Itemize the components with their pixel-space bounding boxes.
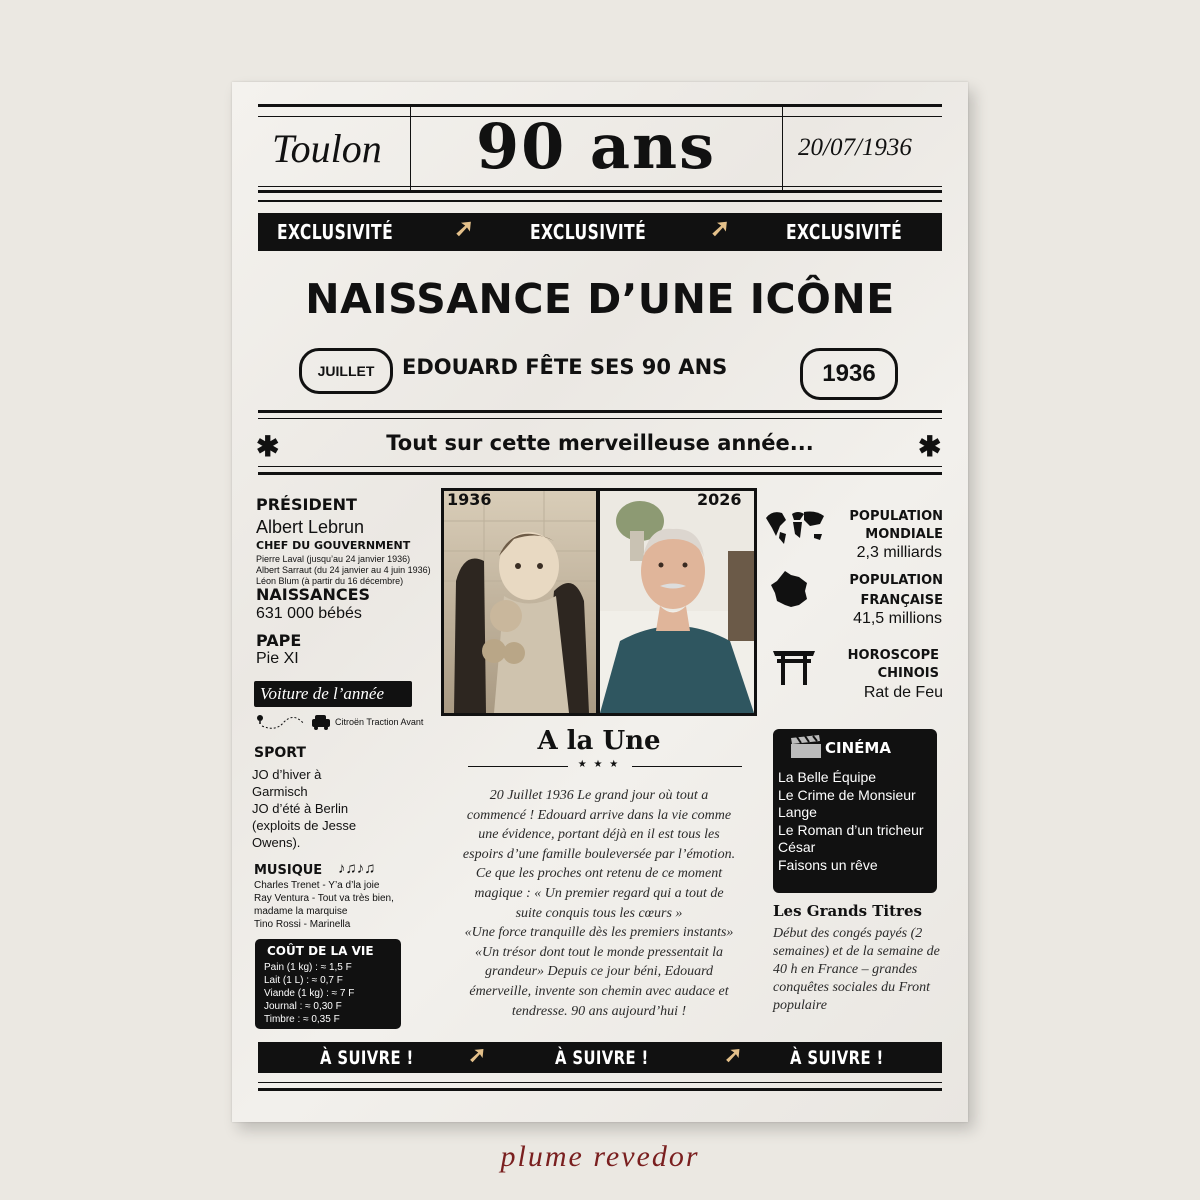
- world-population-value: 2,3 milliards: [856, 544, 942, 561]
- header-divider-right: [782, 104, 783, 193]
- music-line: Ray Ventura - Tout va très bien,: [254, 893, 394, 904]
- car-of-year-badge: [254, 681, 412, 707]
- music-notes-icon: ♪♫♪♫: [338, 860, 376, 877]
- arrow-up-right-icon: ➚: [454, 215, 475, 242]
- grand-titles-line: 40 h en France – grandes: [773, 962, 918, 977]
- article-line: magique : « Un premier regard qui a tout de: [474, 885, 724, 901]
- exclusive-label-3: EXCLUSIVITÉ: [786, 220, 903, 244]
- asterisk-icon: ✱: [256, 431, 280, 462]
- sport-label: SPORT: [254, 745, 306, 761]
- footer-rule-1: [258, 1082, 942, 1083]
- france-population-label-line: POPULATION: [849, 573, 943, 588]
- footer-label-1: À SUIVRE !: [320, 1046, 414, 1069]
- cinema-item: Faisons un rêve: [778, 856, 878, 873]
- cinema-item: Le Roman d’un tricheur: [778, 821, 924, 838]
- photo-year-left: 1936: [447, 490, 492, 509]
- cost-line: Journal : ≈ 0,30 F: [264, 1001, 342, 1012]
- pre-band-rule: [258, 200, 942, 202]
- music-label: MUSIQUE: [254, 863, 323, 878]
- sport-line: Garmisch: [252, 784, 308, 799]
- sport-list: [252, 766, 356, 851]
- cinema-item: César: [778, 839, 816, 855]
- header-date: 20/07/1936: [798, 134, 912, 161]
- section-banner: Tout sur cette merveilleuse année...: [386, 431, 814, 455]
- article-line: une évidence, portant déjà en il est tous les: [478, 827, 720, 843]
- header-city: Toulon: [272, 126, 382, 171]
- article-line: commencé ! Edouard arrive dans la vie comme: [466, 807, 732, 823]
- cinema-item: La Belle Équipe: [778, 769, 877, 785]
- horoscope-value: Rat de Feu: [863, 684, 943, 701]
- section-rule-3: [258, 466, 942, 467]
- cinema-label: CINÉMA: [825, 739, 891, 757]
- cost-line: Timbre : ≈ 0,35 F: [264, 1014, 340, 1025]
- pope-label: PAPE: [256, 631, 302, 650]
- music-line: Charles Trenet - Y’a d’la joie: [254, 880, 380, 891]
- government-line: Pierre Laval (jusqu’au 24 janvier 1936): [256, 554, 411, 564]
- car-of-year-value: Citroën Traction Avant: [335, 717, 424, 727]
- world-population-label: [832, 508, 943, 544]
- grand-titles-line: populaire: [773, 998, 827, 1013]
- cost-line: Pain (1 kg) : ≈ 1,5 F: [264, 962, 352, 973]
- horoscope-label-line: CHINOIS: [877, 666, 939, 681]
- music-line: madame la marquise: [254, 906, 348, 917]
- horoscope-label-line: HOROSCOPE: [847, 648, 939, 663]
- government-label: CHEF DU GOUVERNMENT: [256, 539, 411, 552]
- grand-titles-line: semaines) et de la semaine de: [773, 944, 940, 959]
- clapperboard-icon: [789, 735, 823, 759]
- president-value: Albert Lebrun: [256, 517, 365, 537]
- header-top-rule: [258, 104, 942, 107]
- car-of-year-label: Voiture de l’année: [260, 684, 384, 703]
- senior-photo-2026: [600, 491, 754, 713]
- government-line: Albert Sarraut (du 24 janvier au 4 juin 1936): [256, 565, 431, 575]
- world-population-label-line: POPULATION: [849, 509, 943, 524]
- government-line: Léon Blum (à partir du 16 décembre): [256, 576, 404, 586]
- world-map-icon: [764, 508, 826, 546]
- photo-year-right: 2026: [697, 490, 742, 509]
- article-body: [441, 786, 757, 1021]
- brand-signature: plume revedor: [500, 1140, 700, 1173]
- cost-of-living-box: [255, 939, 401, 1029]
- footer-label-2: À SUIVRE !: [555, 1046, 649, 1069]
- births-label: NAISSANCES: [256, 585, 371, 604]
- section-rule-2: [258, 418, 942, 419]
- sport-line: JO d’été à Berlin: [252, 801, 349, 816]
- header-bottom-thin-rule: [258, 186, 942, 187]
- france-population-label: [832, 571, 943, 611]
- section-rule-1: [258, 410, 942, 413]
- article-line: grandeur» Depuis ce jour béni, Edouard: [484, 964, 714, 980]
- grand-titles-label: Les Grands Titres: [773, 902, 922, 920]
- france-population-value: 41,5 millions: [853, 610, 942, 627]
- world-population-label-line: MONDIALE: [865, 527, 943, 542]
- exclusive-label-1: EXCLUSIVITÉ: [277, 220, 394, 244]
- sport-line: Owens).: [252, 835, 301, 850]
- photo-frame: [441, 488, 757, 716]
- newspaper-poster: [232, 82, 968, 1122]
- article-line: 20 Juillet 1936 Le grand jour où tout a: [489, 788, 709, 803]
- arrow-up-right-icon: ➚: [710, 215, 731, 242]
- grand-titles-line: Début des congés payés (2: [773, 926, 923, 941]
- exclusive-label-2: EXCLUSIVITÉ: [530, 220, 647, 244]
- president-label: PRÉSIDENT: [256, 495, 357, 514]
- footer-rule-2: [258, 1088, 942, 1091]
- grand-titles-line: conquêtes sociales du Front: [773, 980, 930, 995]
- france-map-icon: [769, 569, 811, 609]
- month-pill: JUILLET: [299, 348, 393, 394]
- cost-label: COÛT DE LA VIE: [267, 944, 374, 958]
- sport-line: JO d’hiver à: [252, 767, 322, 782]
- article-line: espoirs d’une famille bouleversée par l’émotion.: [462, 846, 736, 862]
- cinema-item: Lange: [778, 804, 817, 820]
- arrow-up-right-icon: ➚: [724, 1042, 743, 1067]
- france-population-label-line: FRANÇAISE: [860, 593, 943, 608]
- cinema-box: [773, 729, 937, 893]
- exclusive-band: [258, 213, 942, 251]
- header-bottom-rule: [258, 190, 942, 193]
- music-list: [254, 879, 394, 931]
- cost-list: [264, 961, 354, 1026]
- section-rule-4: [258, 472, 942, 475]
- article-stars: ★ ★ ★: [577, 759, 621, 770]
- article-line: «Un trésor dont tout le monde pressentait la: [475, 944, 723, 960]
- horoscope-label: [832, 647, 939, 683]
- subheadline-text: EDOUARD FÊTE SES 90 ANS: [402, 355, 728, 379]
- cinema-item: Le Crime de Monsieur: [778, 786, 916, 803]
- article-line: suite conquis tous les cœurs »: [515, 905, 683, 921]
- baby-photo-1936: [444, 491, 596, 713]
- article-title: A la Une: [537, 726, 661, 756]
- article-line: Ce que les proches ont retenu de ce moment: [475, 866, 723, 882]
- grand-titles-body: [773, 925, 953, 1015]
- pope-value: Pie XI: [256, 650, 299, 667]
- article-line: tendresse. 90 ans aujourd’hui !: [511, 1003, 687, 1019]
- cinema-list: [778, 769, 924, 874]
- births-value: 631 000 bébés: [256, 605, 362, 622]
- main-headline: NAISSANCE D’UNE ICÔNE: [305, 275, 895, 323]
- cost-line: Viande (1 kg) : ≈ 7 F: [264, 988, 355, 999]
- year-pill: 1936: [800, 348, 898, 400]
- music-line: Tino Rossi - Marinella: [254, 919, 351, 930]
- footer-label-3: À SUIVRE !: [790, 1046, 884, 1069]
- article-line: émerveille, invente son chemin avec audace et: [469, 983, 729, 999]
- cost-line: Lait (1 L) : ≈ 0,7 F: [264, 975, 343, 986]
- route-icon: [254, 710, 334, 734]
- article-line: «Une force tranquille dès les premiers instants»: [464, 925, 734, 941]
- header-title: 90 ans: [475, 110, 717, 183]
- footer-band: [258, 1042, 942, 1073]
- sport-line: (exploits de Jesse: [252, 818, 357, 833]
- arrow-up-right-icon: ➚: [468, 1042, 487, 1067]
- chinese-gate-icon: [773, 647, 815, 685]
- asterisk-icon: ✱: [918, 431, 942, 462]
